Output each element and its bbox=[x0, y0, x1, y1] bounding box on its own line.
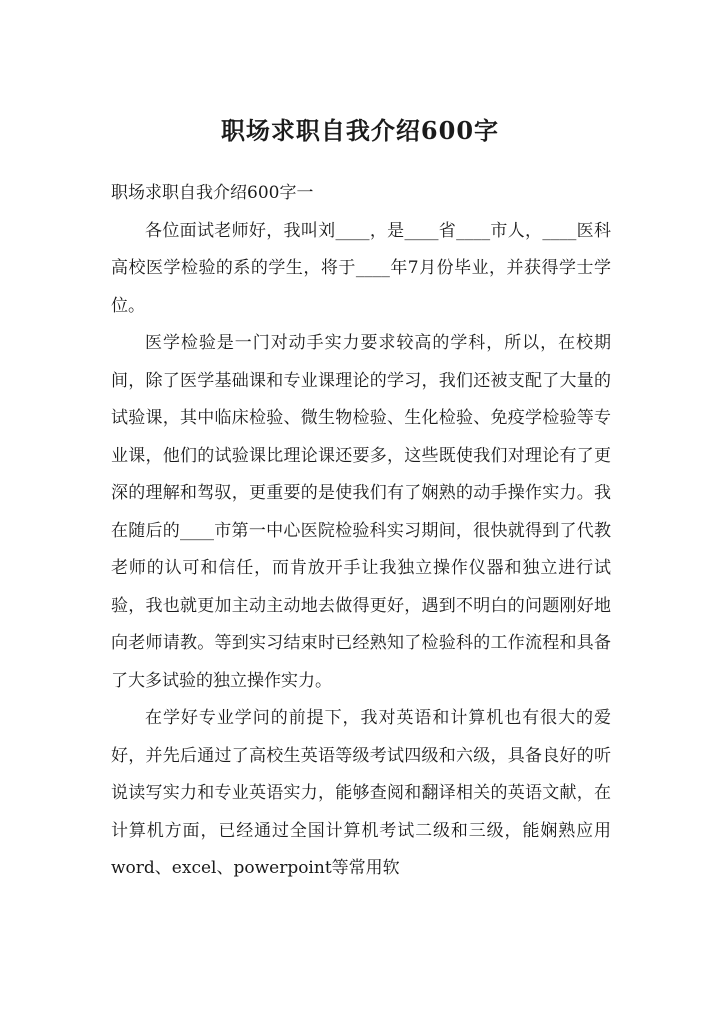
paragraph-skills: 在学好专业学问的前提下，我对英语和计算机也有很大的爱好，并先后通过了高校生英语等级考试四级和六级，具备良好的听说读写实力和专业英语实力，能够查阅和翻译相关的英语文献，在计算机方面，已经通过全国计算机考试二级和三级，能娴熟应用word、excel、powerpoint等常用软 bbox=[111, 708, 611, 878]
paragraph-intro: 各位面试老师好，我叫刘____，是____省____市人，____医科高校医学检验的系的学生，将于____年7月份毕业，并获得学士学位。 bbox=[111, 220, 611, 316]
section-heading: 职场求职自我介绍600字一 bbox=[111, 183, 314, 203]
document-body bbox=[111, 175, 611, 888]
paragraph-medical-lab: 医学检验是一门对动手实力要求较高的学科，所以，在校期间，除了医学基础课和专业课理论的学习，我们还被支配了大量的试验课，其中临床检验、微生物检验、生化检验、免疫学检验等专业课，他们的试验课比理论课还要多，这些既使我们对理论有了更深的理解和驾驭，更重要的是使我们有了娴熟的动手操作实力。我在随后的____市第一中心医院检验科实习期间，很快就得到了代教老师的认可和信任，而肯放开手让我独立操作仪器和独立进行试验，我也就更加主动主动地去做得更好，遇到不明白的问题刚好地向老师请教。等到实习结束时已经熟知了检验科的工作流程和具备了大多试验的独立操作实力。 bbox=[111, 333, 611, 691]
document-title: 职场求职自我介绍600字 bbox=[220, 116, 500, 145]
